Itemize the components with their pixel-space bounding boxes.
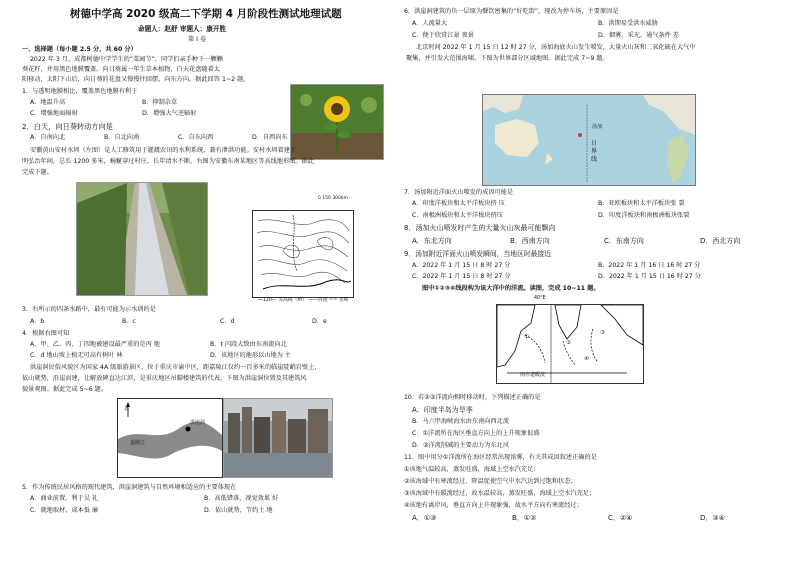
dateline-label: 日界线 xyxy=(591,140,598,163)
q9-option-b[interactable]: B．2022 年 1 月 16 日 16 时 27 分 xyxy=(598,262,701,269)
q2-option-d[interactable]: D．自西向东 xyxy=(252,134,288,141)
q1-option-a[interactable]: A．地温升高 xyxy=(30,99,66,106)
page-title: 树德中学高 2020 级高二下学期 4 月阶段性测试地理试题 xyxy=(70,8,342,20)
q5-option-b[interactable]: B．高低错落，视觉效果 好 xyxy=(204,495,279,502)
q8-option-a[interactable]: A．东北方向 xyxy=(412,237,452,245)
q3-option-b[interactable]: B．c xyxy=(122,318,136,325)
hongyadong-map-drawing xyxy=(118,399,222,477)
q5-option-d[interactable]: D．依山就势，节约土 地 xyxy=(204,507,273,514)
q2-option-b[interactable]: B．自北向南 xyxy=(104,134,140,141)
q3-stem: 3．右所示的四条水路中，最有可能为示水圳的是 xyxy=(22,306,156,313)
q2-option-a[interactable]: A．自南向北 xyxy=(30,134,66,141)
q11-option-b[interactable]: B．①② xyxy=(512,514,537,522)
volume-label: 第 I 卷 xyxy=(188,36,207,43)
contour-scale: 0 150 300km xyxy=(318,196,348,201)
ocean-label-3: ③ xyxy=(600,330,605,336)
authors-line: 命题人：赵舒 审题人：康开胜 xyxy=(138,25,227,33)
canal-illustration xyxy=(77,183,207,295)
intro4-line1: 北京时间 2022 年 1 月 15 日 12 时 27 分，汤加海底火山发生喷发，大量火山灰和二氧化硫在大气中 xyxy=(416,44,696,51)
ocean-lat-label: 40°E xyxy=(534,296,546,301)
q5-option-a[interactable]: A．商业前置，利于吴 礼 xyxy=(30,495,99,502)
hongyadong-photo-illustration xyxy=(224,399,332,477)
hongyadong-photo xyxy=(223,398,333,478)
intro1-line1: 2022 年 3 月，成都树德中学学生的“菜园节”，同学们亲手种下一颗颗 xyxy=(30,56,223,63)
intro2-line3: 完成下题。 xyxy=(22,169,53,176)
intro2-line2: 明弘治年间，总长 1200 多米，蜿蜒穿过村庄，长年清水不断。右图为安徽东南某地区等高线地形图。据此 xyxy=(22,158,314,165)
q10-option-d[interactable]: D．②洋流削减的主要动力为东北风 xyxy=(412,442,509,449)
q9-stem: 9．汤加附近洋面火山喷发瞬间，当地区时最接近 xyxy=(404,250,552,258)
q11-item-4: ④该地有离岸风，垂直方向上升现象强，故水平方向有寒流经过； xyxy=(404,502,583,509)
q6-option-a[interactable]: A．人流量大 xyxy=(412,20,448,27)
intro3-line3: 貌景观图。据此完成 5~6 题。 xyxy=(22,386,108,393)
ocean-label-1: ① xyxy=(524,334,529,340)
ocean-label-4: ④ xyxy=(584,356,589,362)
ocean-label-2: ② xyxy=(566,340,571,346)
q4-option-c[interactable]: C．d 地山坡上植无可高有树叶 林 xyxy=(30,352,123,359)
intro3-line2: 依山就势，沿崖而建，让解放碑直达江滨，是重庆地区吊脚楼建筑的代表。下图为洪崖洞位置及其建筑风 xyxy=(22,375,307,382)
q11-item-2: ②该海域中有寒流经过，降温促使空气中水汽达到过饱和状态； xyxy=(404,478,577,485)
q5-option-c[interactable]: C．就地取材，成本低 廉 xyxy=(30,507,99,514)
q9-option-a[interactable]: A．2022 年 1 月 15 日 8 时 27 分 xyxy=(412,262,511,269)
q6-option-d[interactable]: D．烟雾、采光、通气条件 差 xyxy=(598,32,679,39)
hongyadong-map xyxy=(117,398,223,478)
q1-option-b[interactable]: B．抑制杂草 xyxy=(142,99,178,106)
intro4-line2: 聚集，并引发大范围海啸。下图为世界部分区域地图。据此完成 7~9 题。 xyxy=(406,55,609,62)
section-heading: 一、选择题（每小题 2.5 分，共 60 分） xyxy=(22,46,137,53)
q1-option-d[interactable]: D．增强大气逆辐射 xyxy=(142,110,197,117)
tonga-label: 汤加 xyxy=(592,124,603,130)
q10-option-b[interactable]: B．马六甲海峡海水由东南向西北流 xyxy=(412,418,510,425)
q10-stem: 10．若②③洋流向相时移动时，下列描述正确的是 xyxy=(404,394,541,401)
q11-item-1: ①该地气温较高，蒸发旺盛，海域上空水汽充足； xyxy=(404,466,540,473)
q8-option-b[interactable]: B．西南方向 xyxy=(510,237,550,245)
q11-item-3: ③该海域中有暖流经过，故水温较高，蒸发旺盛，海域上空水汽充足； xyxy=(404,490,596,497)
q4-option-b[interactable]: B．t 闪段大致由东南流向北 xyxy=(210,341,287,348)
q10-option-a[interactable]: A．印度半岛为旱季 xyxy=(412,406,473,414)
q9-option-d[interactable]: D．2022 年 1 月 15 日 16 时 27 分 xyxy=(598,273,701,280)
intro2-line1: 安徽黄山安村水圳（左图）是人工修筑用于灌溉农田的水利系统，兼有泄洪功能。安村水圳着建于 xyxy=(30,147,297,154)
q8-stem: 8．汤加火山喷发时产生的大量火山灰最可能飘向 xyxy=(404,224,556,232)
q6-option-b[interactable]: B．洪期易受洪水威胁 xyxy=(598,20,658,27)
q9-option-c[interactable]: C．2022 年 1 月 15 日 8 时 27 分 xyxy=(412,273,511,280)
q2-option-c[interactable]: C．自东向西 xyxy=(178,134,214,141)
q7-option-b[interactable]: B．亚欧板块和太平洋板块张 裂 xyxy=(598,200,685,207)
map-place-label: 洪崖洞 xyxy=(190,420,206,426)
sunflower-photo xyxy=(290,84,384,160)
sunflower-illustration xyxy=(291,85,383,159)
q7-option-a[interactable]: A．印度洋板块和太平洋板块挤 压 xyxy=(412,200,505,207)
q7-option-c[interactable]: C．南极洲板块和太平洋板块挤压 xyxy=(412,212,503,219)
q8-option-d[interactable]: D．西北方向 xyxy=(700,237,741,245)
intro1-line2: 葵花籽，并用黑色地膜覆盖。向日葵属一年生草本植物，白天花盘随着太 xyxy=(22,66,220,73)
q3-option-c[interactable]: C．d xyxy=(220,318,235,325)
q1-stem: 1．与透明地膜相比，覆盖黑色地膜有利于 xyxy=(22,88,138,95)
intro5: 图中①②③④线段构为该大洋中的洋流。读图，完成 10~11 题。 xyxy=(422,285,600,292)
q11-stem: 11．图中用分①洋流所在海区经常出现浓雾，有关其成因叙述正确的是 xyxy=(404,454,597,461)
q4-option-d[interactable]: D．该地区的地形以山地为 主 xyxy=(210,352,291,359)
q6-option-c[interactable]: C．便于欣赏江景 夜景 xyxy=(412,32,474,39)
q2-stem: 2．白天，向日葵转动方向是 xyxy=(22,122,113,131)
q1-option-c[interactable]: C．增强地面辐射 xyxy=(30,110,78,117)
q4-option-a[interactable]: A．甲、乙、丙、丁四地被建设最严重的是丙 地 xyxy=(30,341,160,348)
intro3-line1: 洪崖洞民俗风貌区为国家 4A 级旅游景区，位于重庆市渝中区，距嘉陵江仅约一百多米的临崖陡峭岩壁上， xyxy=(30,364,321,371)
canal-photo xyxy=(76,182,208,296)
q5-stem: 5．作为传统民居风格的现代建筑，洪崖洞建筑与自然环境相适应的主要体现在 xyxy=(22,484,237,491)
q11-option-a[interactable]: A．①③ xyxy=(412,514,437,522)
intro1-line3: 阳移动，太阳下山后，向日葵的花盘又慢慢往回摆，向东方向。据此回答 1~2 题。 xyxy=(22,76,250,83)
contour-legend: —120— 等高线（m） ——河流 ~~ 水圳 xyxy=(258,298,349,303)
map-north-label: 北 xyxy=(124,406,130,412)
q4-stem: 4．根据右图可知 xyxy=(22,330,70,337)
q7-stem: 7．汤加附近洋面火山喷发的成因可能是 xyxy=(404,189,514,196)
ocean-bottom-label: 南赤道暖流 xyxy=(520,372,546,378)
q10-option-c[interactable]: C．①洋流所在海区垂直方向上的上升现象很盛 xyxy=(412,430,540,437)
q11-option-c[interactable]: C．②④ xyxy=(608,514,633,522)
world-map xyxy=(482,94,696,186)
q3-option-a[interactable]: A．b xyxy=(30,318,45,325)
q11-option-d[interactable]: D．③④ xyxy=(700,514,725,522)
map-river-label: 嘉陵江 xyxy=(130,440,146,446)
world-map-drawing xyxy=(483,95,695,185)
contour-map-drawing xyxy=(253,211,353,297)
q8-option-c[interactable]: C．东南方向 xyxy=(604,237,644,245)
q6-stem: 6．洪崖洞建筑的负一层原为餐饮密集的“好吃街”，现改为停车场，主要原因是 xyxy=(404,8,619,15)
q7-option-d[interactable]: D．印度洋板块和南极洲板块张裂 xyxy=(598,212,690,219)
contour-map xyxy=(252,210,354,298)
q3-option-d[interactable]: D．e xyxy=(312,318,327,325)
